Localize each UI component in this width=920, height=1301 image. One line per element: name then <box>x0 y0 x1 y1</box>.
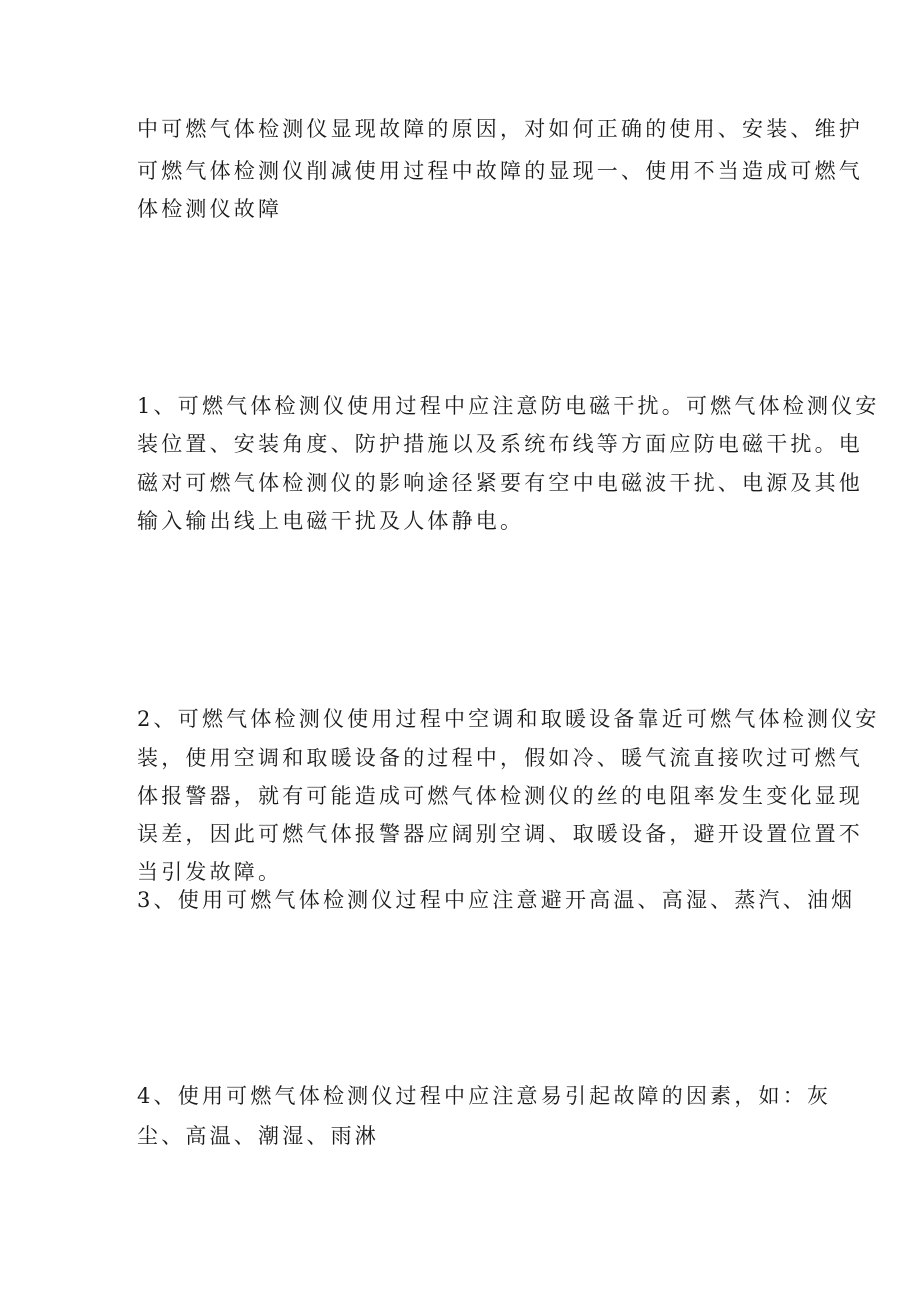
item-1-line-3: 磁对可燃气体检测仪的影响途径紧要有空中电磁波干扰、电源及其他 <box>137 471 863 495</box>
item-2-line-3: 体报警器，就有可能造成可燃气体检测仪的丝的电阻率发生变化显现 <box>137 784 863 808</box>
item-1-line-1: 1、可燃气体检测仪使用过程中应注意防电磁干扰。可燃气体检测仪安 <box>137 394 880 418</box>
item-4-line-1: 4、使用可燃气体检测仪过程中应注意易引起故障的因素，如：灰 <box>137 1084 832 1108</box>
item-4-line-2: 尘、高温、潮湿、雨淋 <box>137 1124 379 1148</box>
intro-line-2: 可燃气体检测仪削减使用过程中故障的显现一、使用不当造成可燃气 <box>137 159 863 183</box>
item-3-line-1: 3、使用可燃气体检测仪过程中应注意避开高温、高湿、蒸汽、油烟 <box>137 888 856 912</box>
item-2-line-1: 2、可燃气体检测仪使用过程中空调和取暖设备靠近可燃气体检测仪安 <box>137 707 880 731</box>
item-1-line-4: 输入输出线上电磁干扰及人体静电。 <box>137 509 525 533</box>
intro-line-3: 体检测仪故障 <box>137 197 283 221</box>
item-2-line-2: 装，使用空调和取暖设备的过程中，假如冷、暖气流直接吹过可燃气 <box>137 746 863 770</box>
item-2-line-4: 误差，因此可燃气体报警器应阔别空调、取暖设备，避开设置位置不 <box>137 822 863 846</box>
item-1-line-2: 装位置、安装角度、防护措施以及系统布线等方面应防电磁干扰。电 <box>137 432 863 456</box>
item-2-line-5: 当引发故障。 <box>137 860 283 884</box>
intro-line-1: 中可燃气体检测仪显现故障的原因，对如何正确的使用、安装、维护 <box>137 117 863 141</box>
